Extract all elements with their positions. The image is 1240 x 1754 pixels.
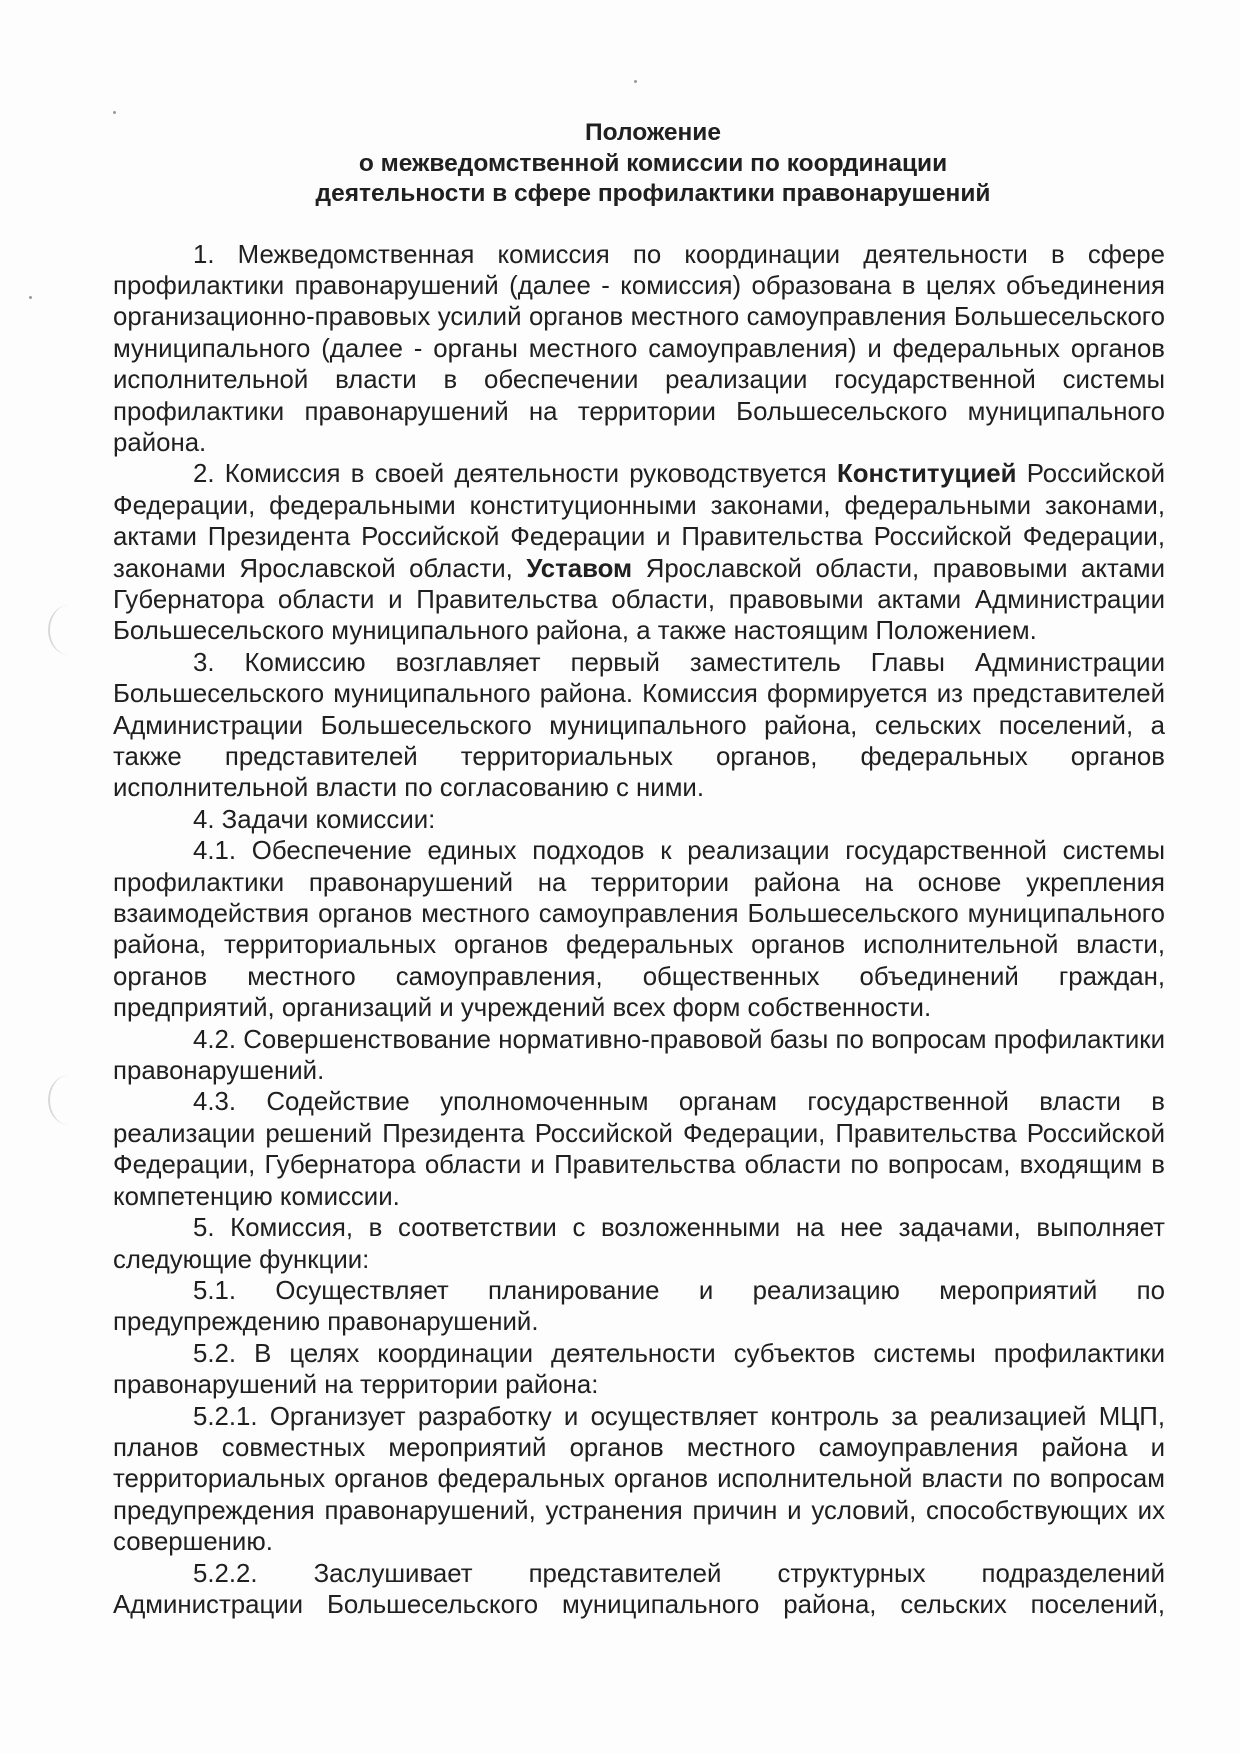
paragraph-5: 5. Комиссия, в соответствии с возложенными на нее задачами, выполняет следующие функции: <box>113 1214 1165 1274</box>
paragraph-2 <box>113 459 1165 647</box>
paragraph-3: 3. Комиссию возглавляет первый заместитель Главы Администрации Большесельского муниципального района. Комиссия формируется из представителей Администрации Большесельского муниципального района, сельских поселений, а также представителей территориальных органов, федеральных органов исполнительной власти по согласованию с ними. <box>113 648 1165 803</box>
charter-term: Уставом <box>526 554 633 583</box>
scan-speck <box>634 80 637 83</box>
constitution-term: Конституцией <box>836 460 1017 489</box>
document-body <box>113 118 1165 1621</box>
paragraph-4-2: 4.2. Совершенствование нормативно-правовой базы по вопросам профилактики правонарушений. <box>113 1025 1165 1086</box>
paragraph-2-text: Ярославской области, правовыми актами Губернатора области и Правительства области, правовыми актами Администрации Большесельского муниципального района, а также настоящим Положением. <box>113 554 1165 646</box>
punch-hole-shadow <box>48 605 90 655</box>
paragraph-4-3: 4.3. Содействие уполномоченным органам государственной власти в реализации решений Президента Российской Федерации, Правительства Российской Федерации, Губернатора области и Правительства области по вопросам, входящим в компетенцию комиссии. <box>113 1088 1165 1211</box>
scan-speck <box>113 111 116 114</box>
paragraph-5-1: 5.1. Осуществляет планирование и реализацию мероприятий по предупреждению правонарушений. <box>113 1276 1165 1337</box>
title-line-3: деятельности в сфере профилактики правонарушений <box>315 180 991 207</box>
title-line-1: Положение <box>584 119 721 146</box>
paragraph-4-1: 4.1. Обеспечение единых подходов к реализации государственной системы профилактики правонарушений на территории района на основе укрепления взаимодействия органов местного самоуправления Большесельского муниципального района, территориальных органов федеральных органов исполнительной власти, органов местного самоуправления, общественных объединений граждан, предприятий, организаций и учреждений всех форм собственности. <box>113 837 1165 1023</box>
document-title <box>113 118 1165 210</box>
paragraph-5-2-1: 5.2.1. Организует разработку и осуществляет контроль за реализацией МЦП, планов совместных мероприятий органов местного самоуправления района и территориальных органов федеральных органов исполнительной власти по вопросам предупреждения правонарушений, устранения причин и условий, способствующих их совершению. <box>113 1402 1165 1557</box>
paragraph-5-2-2: 5.2.2. Заслушивает представителей структурных подразделений Администрации Большесельского муниципального района, сельских поселений, <box>113 1559 1165 1619</box>
title-line-2: о межведомственной комиссии по координации <box>358 149 948 177</box>
paragraph-1: 1. Межведомственная комиссия по координации деятельности в сфере профилактики правонарушений (далее - комиссия) образована в целях объединения организационно-правовых усилий органов местного самоуправления Большесельского муниципального (далее - органы местного самоуправления) и федеральных органов исполнительной власти в обеспечении реализации государственной системы профилактики правонарушений на территории Большесельского муниципального района. <box>113 240 1165 457</box>
paragraph-4: 4. Задачи комиссии: <box>193 805 436 834</box>
paragraph-2-text: 2. Комиссия в своей деятельности руководствуется <box>193 460 837 489</box>
punch-hole-shadow <box>48 1075 90 1125</box>
paragraph-5-2: 5.2. В целях координации деятельности субъектов системы профилактики правонарушений на территории района: <box>113 1339 1165 1400</box>
paragraph-2-text: Российской Федерации, федеральными конституционными законами, федеральными законами, актами Президента Российской Федерации и Правительства Российской Федерации, законами Ярославской области, <box>113 460 1165 583</box>
scan-speck <box>29 296 32 299</box>
